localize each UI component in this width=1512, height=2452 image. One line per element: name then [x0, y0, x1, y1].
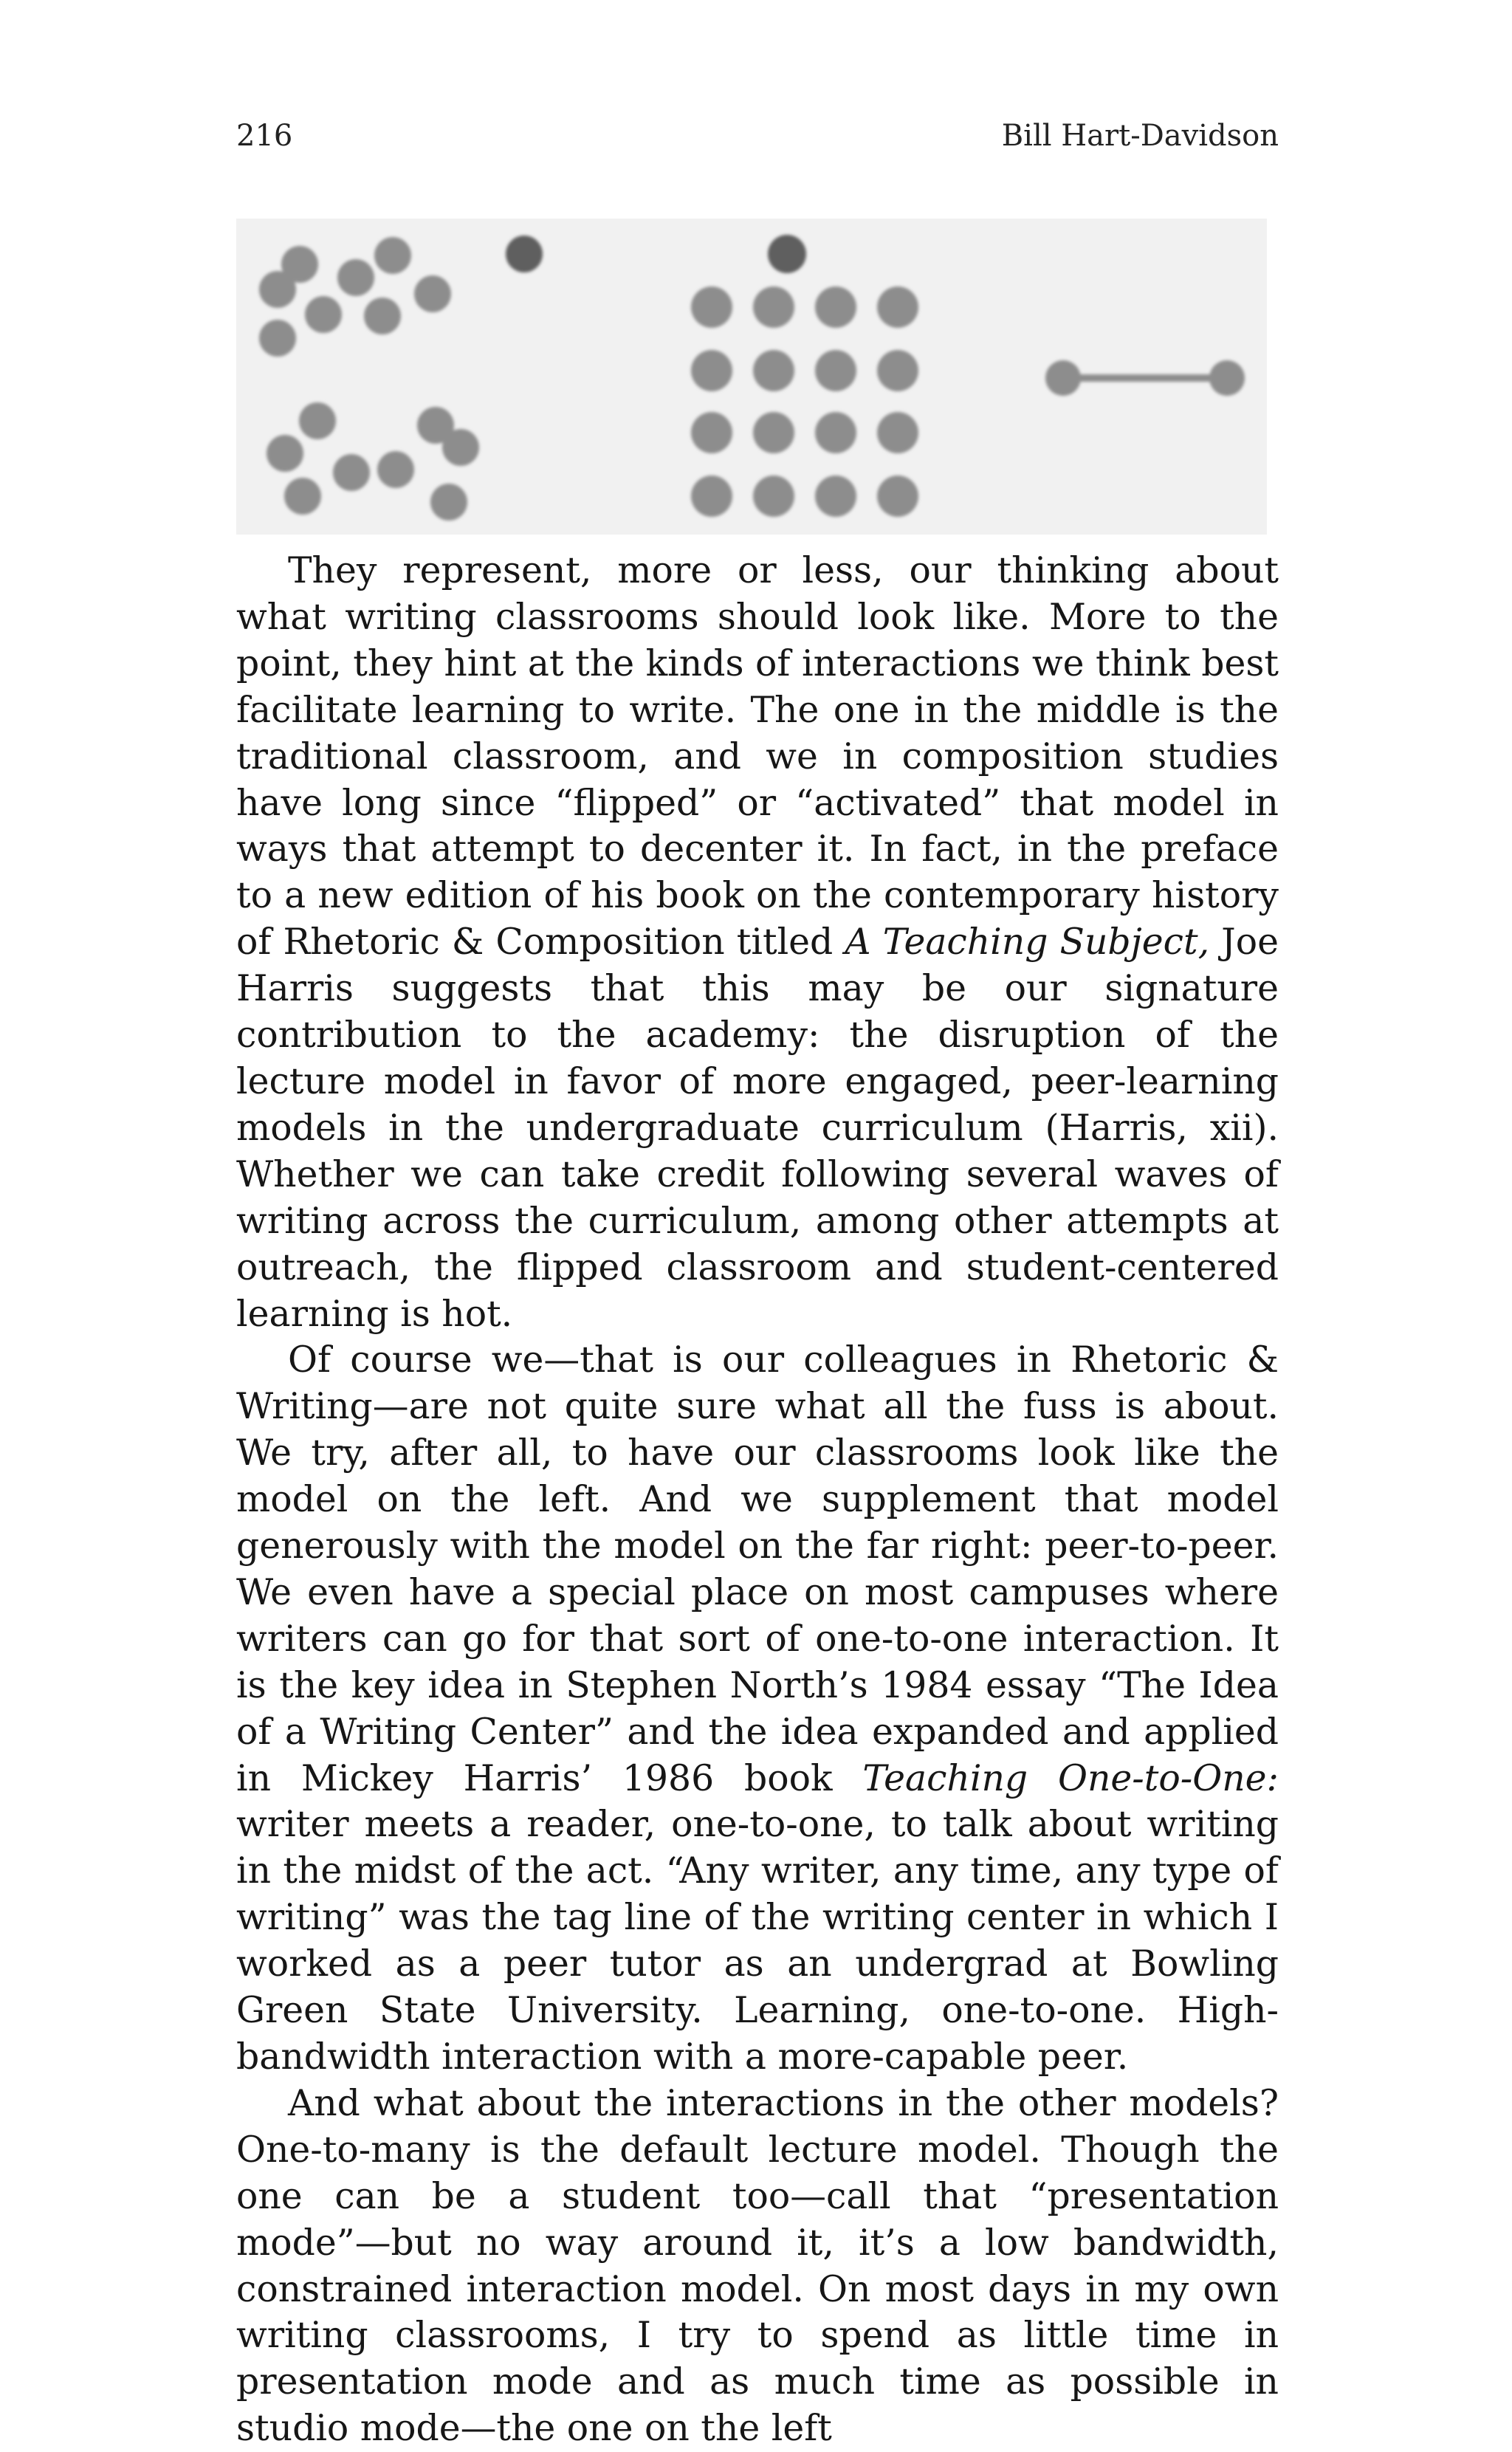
- paragraph-2: [236, 1337, 1279, 2081]
- student-dot: [374, 237, 411, 274]
- classroom-models-figure: [236, 219, 1267, 535]
- paragraph-text: writer meets a reader, one-to-one, to talk about writing in the midst of the act. “Any writer, any time, any type of writing” was the tag line of the writing center in which I worked as a peer tutor as an undergrad at Bowling Green State University. Learning, one-to-one. High-bandwidth interaction with a more-capable peer.: [236, 1803, 1279, 2078]
- student-dot: [364, 298, 401, 334]
- paragraph-3: [236, 2081, 1279, 2452]
- running-head-author: Bill Hart-Davidson: [1001, 119, 1279, 153]
- student-dot: [259, 320, 296, 357]
- student-dot: [430, 484, 467, 521]
- student-dot: [877, 412, 918, 453]
- student-dot: [691, 475, 732, 517]
- student-dot: [691, 286, 732, 328]
- peer-to-peer-model: [1045, 360, 1245, 396]
- paragraph-text: Of course we—that is our colleagues in Rhetoric & Writing—are not quite sure what all the fuss is about. We try, after all, to have our classrooms look like the model on the left. And we supplement that model generously with the model on the far right: peer-to-peer. We even have a special place on most campuses where writers can go for that sort of one-to-one interaction. It is the key idea in Stephen North’s 1984 essay “The Idea of a Writing Center” and the idea expanded and applied in Mickey Harris’ 1986 book: [236, 1339, 1279, 1799]
- student-dot: [753, 412, 794, 453]
- student-dot: [284, 478, 321, 515]
- paragraph-text: And what about the interactions in the other models? One-to-many is the default lecture model. Though the one can be a student too—call that “presentation mode”—but no way around it, it’s a low bandwidth, constrained interaction model. On most days in my own writing classrooms, I try to spend as little time in presentation mode and as much time as possible in studio mode—the one on the left: [236, 2081, 1279, 2450]
- peer-dot: [1045, 360, 1081, 396]
- student-dot: [877, 286, 918, 328]
- student-dot: [753, 350, 794, 391]
- classroom-models-diagram: [236, 219, 1267, 535]
- studio-model-dots: [259, 236, 543, 521]
- student-dot: [414, 275, 451, 312]
- body-text: [236, 548, 1279, 2452]
- student-dot: [691, 412, 732, 453]
- student-dot: [281, 246, 318, 283]
- running-head: [236, 118, 1279, 154]
- student-dot: [305, 296, 342, 333]
- student-dot: [815, 475, 856, 517]
- student-dot: [337, 259, 374, 296]
- student-dot: [442, 429, 479, 466]
- student-dot: [815, 286, 856, 328]
- student-dot: [377, 451, 414, 488]
- student-dot: [877, 350, 918, 391]
- peer-dot: [1209, 360, 1245, 396]
- student-dot: [753, 286, 794, 328]
- student-dot: [299, 402, 336, 439]
- student-dot: [815, 412, 856, 453]
- page-number: 216: [236, 119, 293, 153]
- book-title: A Teaching Subject,: [845, 921, 1210, 964]
- student-dot: [815, 350, 856, 391]
- instructor-dot: [768, 235, 806, 273]
- book-title: Teaching One-to-One:: [862, 1756, 1279, 1799]
- paragraph-text: Joe Harris suggests that this may be our signature contribution to the academy: the disruption of the lecture model in favor of more engaged, peer-learning models in the undergraduate curriculum (Harris, xii). Whether we can take credit following several waves of writing across the curriculum, among other attempts at outreach, the flipped classroom and student-centered learning is hot.: [236, 921, 1279, 1335]
- student-dot: [333, 454, 370, 491]
- student-dot: [267, 435, 303, 472]
- paragraph-1: [236, 548, 1279, 1337]
- instructor-dot: [506, 236, 543, 272]
- lecture-model-dots: [691, 235, 918, 517]
- student-dot: [877, 475, 918, 517]
- student-dot: [691, 350, 732, 391]
- student-dot: [753, 475, 794, 517]
- paragraph-text: They represent, more or less, our thinking about what writing classrooms should look like. More to the point, they hint at the kinds of interactions we think best facilitate learning to write. The one in the middle is the traditional classroom, and we in composition studies have long since “flipped” or “activated” that model in ways that attempt to decenter it. In fact, in the preface to a new edition of his book on the contemporary history of Rhetoric & Composition titled: [236, 549, 1279, 964]
